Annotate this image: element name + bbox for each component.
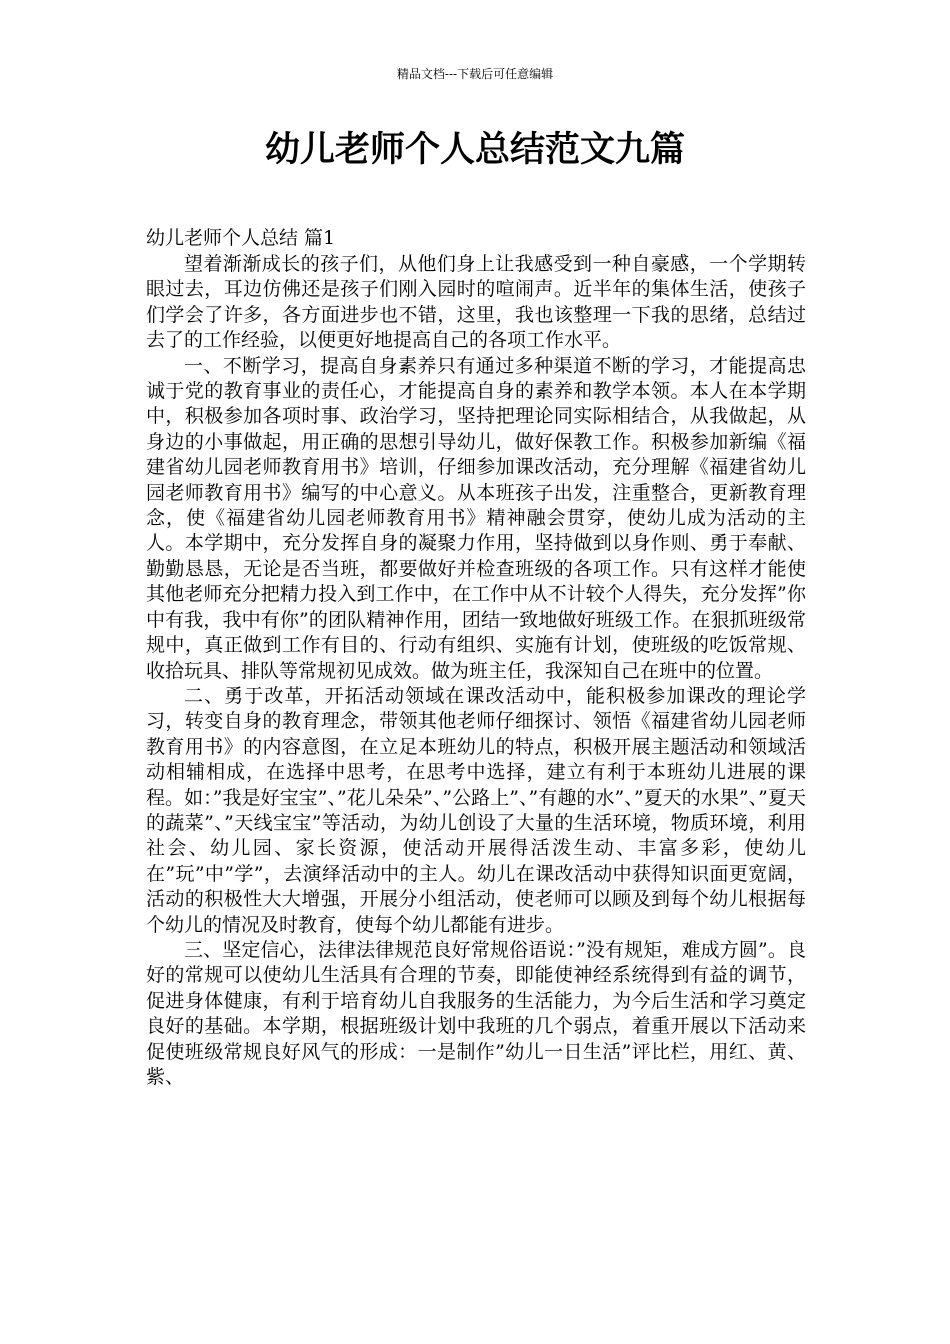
document-title: 幼儿老师个人总结范文九篇 [264,130,685,170]
paragraph-intro: 望着渐渐成长的孩子们，从他们身上让我感受到一种自豪感，一个学期转眼过去，耳边仿佛还是孩子们刚入园时的喧闹声。近半年的集体生活，使孩子们学会了许多，各方面进步也不错，这里，我也该整理一下我的思绪，总结过去了的工作经验，以便更好地提高自己的各项工作水平。 [146,253,806,352]
paragraph-point-three: 三、坚定信心，法律法律规范良好常规俗语说：”没有规矩，难成方圆”。良好的常规可以使幼儿生活具有合理的节奏，即能使神经系统得到有益的调节，促进身体健康，有利于培育幼儿自我服务的生活能力，为今后生活和学习奠定良好的基础。本学期，根据班级计划中我班的几个弱点，着重开展以下活动来促使班级常规良好风气的形成：一是制作”幼儿一日生活”评比栏，用红、黄、紫、 [146,938,806,1088]
document-body [146,225,806,1090]
paragraph-point-two: 二、勇于改革，开拓活动领域在课改活动中，能积极参加课改的理论学习，转变自身的教育理念，带领其他老师仔细探讨、领悟《福建省幼儿园老师教育用书》的内容意图，在立足本班幼儿的特点，积极开展主题活动和领域活动相辅相成，在选择中思考，在思考中选择，建立有利于本班幼儿进展的课程。如：”我是好宝宝”、”花儿朵朵”、”公路上”、”有趣的水”、”夏天的水果”、”夏天的蔬菜”、”天线宝宝”等活动，为幼儿创设了大量的生活环境，物质环境，利用社会、幼儿园、家长资源，使活动开展得活泼生动、丰富多彩，使幼儿在”玩”中”学”，去演绎活动中的主人。幼儿在课改活动中获得知识面更宽阔，活动的积极性大大增强，开展分小组活动，使老师可以顾及到每个幼儿根据每个幼儿的情况及时教育，使每个幼儿都能有进步。 [146,684,806,936]
paragraph-point-one: 一、不断学习，提高自身素养只有通过多种渠道不断的学习，才能提高忠诚于党的教育事业的责任心，才能提高自身的素养和教学本领。本人在本学期中，积极参加各项时事、政治学习，坚持把理论同实际相结合，从我做起，从身边的小事做起，用正确的思想引导幼儿，做好保教工作。积极参加新编《福建省幼儿园老师教育用书》培训，仔细参加课改活动，充分理解《福建省幼儿园老师教育用书》编写的中心意义。从本班孩子出发，注重整合，更新教育理念，使《福建省幼儿园老师教育用书》精神融会贯穿，使幼儿成为活动的主人。本学期中，充分发挥自身的凝聚力作用，坚持做到以身作则、勇于奉献、勤勤恳恳，无论是否当班，都要做好并检查班级的各项工作。只有这样才能使其他老师充分把精力投入到工作中，在工作中从不计较个人得失，充分发挥”你中有我，我中有你”的团队精神作用，团结一致地做好班级工作。在狠抓班级常规中，真正做到工作有目的、行动有组织、实施有计划，使班级的吃饭常规、收拾玩具、排队等常规初见成效。做为班主任，我深知自己在班中的位置。 [146,354,806,682]
page-header-note: 精品文档---下载后可任意编辑 [396,67,554,81]
section-heading: 幼儿老师个人总结 篇1 [146,227,336,249]
